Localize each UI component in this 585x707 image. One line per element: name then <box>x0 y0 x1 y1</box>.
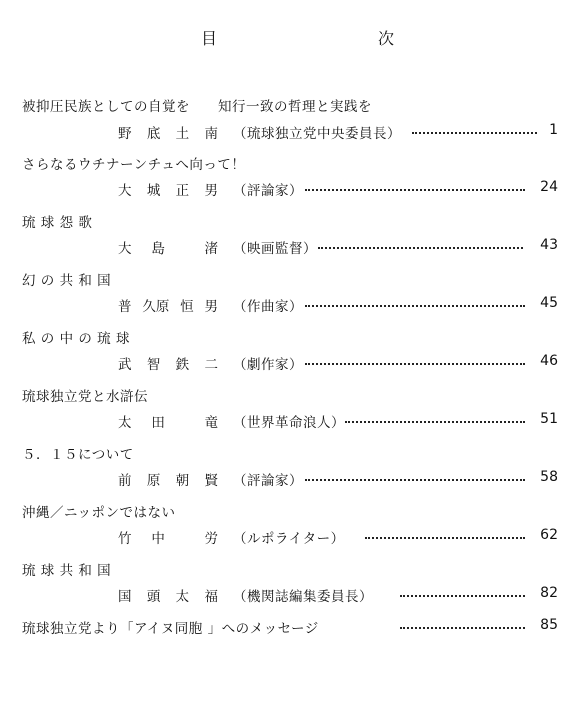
author-char: 底 <box>146 126 161 142</box>
leader-dots <box>400 595 525 597</box>
entry-byline <box>0 411 585 431</box>
heading-char-2: 次 <box>378 29 395 48</box>
author-char: 国 <box>118 589 132 605</box>
author-name <box>118 122 218 142</box>
entry-byline <box>0 353 585 373</box>
author-name <box>118 353 218 373</box>
author-char: 朝 <box>175 473 190 489</box>
author-char: 島 <box>151 241 165 257</box>
author-char: 労 <box>204 531 218 547</box>
page-number: 46 <box>540 353 558 369</box>
author-name <box>118 295 218 315</box>
entry-title: 私 の 中 の 琉 球 <box>22 331 130 347</box>
leader-dots <box>365 537 525 539</box>
author-char: 武 <box>118 357 132 373</box>
entry-row-last <box>0 617 585 637</box>
page-number: 1 <box>549 122 558 138</box>
author-char: 福 <box>204 589 218 605</box>
author-name <box>118 179 218 199</box>
entry-byline <box>0 585 585 605</box>
author-role: （劇作家） <box>233 357 303 373</box>
leader-dots <box>400 627 525 629</box>
entry-title: 琉 球 怨 歌 <box>22 215 93 231</box>
leader-dots <box>412 132 537 134</box>
author-char: 竜 <box>204 415 218 431</box>
leader-dots <box>345 421 525 423</box>
leader-dots <box>305 305 525 307</box>
page-number: 43 <box>540 237 558 253</box>
page-number: 62 <box>540 527 558 543</box>
author-name <box>118 237 218 257</box>
author-role: （評論家） <box>233 473 303 489</box>
entry-byline <box>0 122 585 142</box>
entry-title: 琉球独立党より「アイヌ同胞 」へのメッセージ <box>22 621 319 637</box>
author-char: 渚 <box>204 241 218 257</box>
author-char: 男 <box>204 299 218 315</box>
author-char: 田 <box>151 415 165 431</box>
entry-byline <box>0 527 585 547</box>
author-char: 久原 <box>142 299 170 315</box>
entry-byline <box>0 469 585 489</box>
author-char: 普 <box>118 299 132 315</box>
author-char: 土 <box>175 126 190 142</box>
leader-dots <box>305 363 525 365</box>
entry-title: 琉球独立党と水滸伝 <box>22 389 148 405</box>
author-char: 男 <box>204 183 218 199</box>
author-char: 智 <box>146 357 161 373</box>
heading-char-1: 目 <box>201 29 218 48</box>
entry-title: さらなるウチナーンチュへ向って！ <box>22 157 246 173</box>
author-role: （世界革命浪人） <box>233 415 345 431</box>
author-role: （機関誌編集委員長） <box>233 589 373 605</box>
entry-title: 沖縄／ニッポンではない <box>22 505 176 521</box>
page-number: 85 <box>540 617 558 633</box>
page-number: 58 <box>540 469 558 485</box>
author-role: （評論家） <box>233 183 303 199</box>
author-name <box>118 469 218 489</box>
author-char: 大 <box>118 183 132 199</box>
author-char: 大 <box>118 241 132 257</box>
author-char: 前 <box>118 473 132 489</box>
author-char: 賢 <box>204 473 218 489</box>
author-char: 南 <box>204 126 218 142</box>
author-char: 太 <box>118 415 132 431</box>
author-char: 正 <box>175 183 190 199</box>
author-char: 竹 <box>118 531 132 547</box>
entry-byline <box>0 179 585 199</box>
author-char: 二 <box>204 357 218 373</box>
author-char: 城 <box>146 183 161 199</box>
entry-byline <box>0 295 585 315</box>
entry-title: ５．１５について <box>22 447 134 463</box>
author-role: （作曲家） <box>233 299 303 315</box>
author-role: （映画監督） <box>233 241 317 257</box>
page-number: 24 <box>540 179 558 195</box>
author-char: 野 <box>118 126 132 142</box>
page-number: 51 <box>540 411 558 427</box>
leader-dots <box>305 189 525 191</box>
author-char: 太 <box>175 589 190 605</box>
author-char: 恒 <box>180 299 194 315</box>
page-number: 82 <box>540 585 558 601</box>
leader-dots <box>305 479 525 481</box>
author-role: （琉球独立党中央委員長） <box>233 126 401 142</box>
author-role: （ルポライター） <box>233 531 345 547</box>
entry-title: 琉 球 共 和 国 <box>22 563 112 579</box>
author-char: 中 <box>151 531 165 547</box>
author-name <box>118 585 218 605</box>
author-char: 頭 <box>146 589 161 605</box>
author-char: 鉄 <box>175 357 190 373</box>
author-name <box>118 411 218 431</box>
author-char: 原 <box>146 473 161 489</box>
author-name <box>118 527 218 547</box>
leader-dots <box>318 247 523 249</box>
entry-byline <box>0 237 585 257</box>
entry-title: 被抑圧民族としての自覚を 知行一致の哲理と実践を <box>22 99 372 115</box>
page-number: 45 <box>540 295 558 311</box>
entry-title: 幻 の 共 和 国 <box>22 273 112 289</box>
